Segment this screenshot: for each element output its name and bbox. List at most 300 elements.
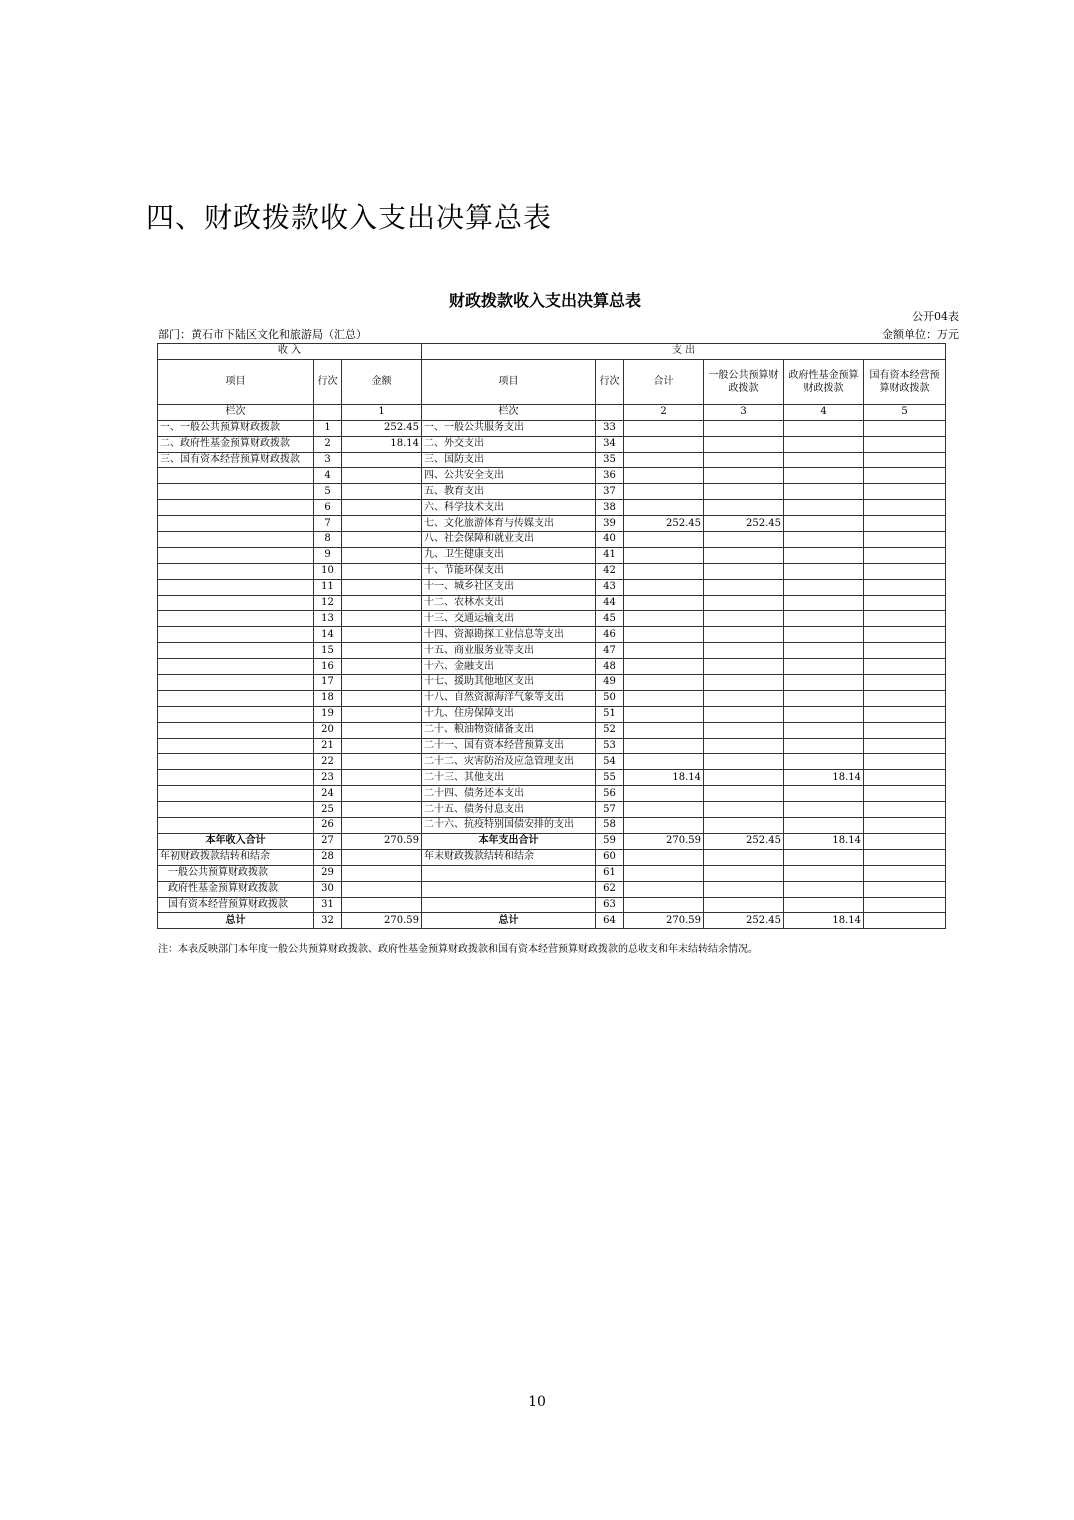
fund-budget xyxy=(784,865,864,881)
capital-budget xyxy=(864,897,946,913)
general-budget xyxy=(704,500,784,516)
income-amount: 252.45 xyxy=(342,420,422,436)
general-budget xyxy=(704,563,784,579)
general-budget xyxy=(704,881,784,897)
income-amount: 18.14 xyxy=(342,436,422,452)
table-row xyxy=(158,484,946,500)
fund-budget: 18.14 xyxy=(784,913,864,929)
income-amount xyxy=(342,738,422,754)
table-row xyxy=(158,452,946,468)
fund-budget xyxy=(784,468,864,484)
total xyxy=(624,659,704,675)
income-line: 15 xyxy=(314,643,342,659)
capital-budget xyxy=(864,675,946,691)
expense-line: 39 xyxy=(596,516,624,532)
capital-budget xyxy=(864,484,946,500)
expense-line: 37 xyxy=(596,484,624,500)
income-amount xyxy=(342,722,422,738)
total: 18.14 xyxy=(624,770,704,786)
expense-item: 二十、粮油物资储备支出 xyxy=(422,722,596,738)
income-amount xyxy=(342,532,422,548)
expense-item: 十七、援助其他地区支出 xyxy=(422,675,596,691)
capital-budget xyxy=(864,786,946,802)
total: 252.45 xyxy=(624,516,704,532)
total xyxy=(624,754,704,770)
income-line: 30 xyxy=(314,881,342,897)
carry-row xyxy=(158,881,946,897)
column-header-row xyxy=(158,359,946,404)
total xyxy=(624,563,704,579)
expense-item: 十三、交通运输支出 xyxy=(422,611,596,627)
fund-budget xyxy=(784,420,864,436)
table-row xyxy=(158,786,946,802)
expense-line: 58 xyxy=(596,818,624,834)
page-number: 10 xyxy=(528,1394,546,1410)
capital-budget xyxy=(864,818,946,834)
expense-line: 46 xyxy=(596,627,624,643)
fund-budget xyxy=(784,595,864,611)
general-budget xyxy=(704,627,784,643)
col-index-1: 1 xyxy=(342,404,422,420)
income-amount xyxy=(342,770,422,786)
table-row xyxy=(158,547,946,563)
income-line: 19 xyxy=(314,706,342,722)
capital-budget xyxy=(864,690,946,706)
capital-budget xyxy=(864,595,946,611)
income-item xyxy=(158,706,314,722)
table-row xyxy=(158,563,946,579)
income-amount xyxy=(342,865,422,881)
general-budget: 252.45 xyxy=(704,913,784,929)
income-item xyxy=(158,818,314,834)
general-budget xyxy=(704,643,784,659)
fund-budget xyxy=(784,722,864,738)
col-index-4: 4 xyxy=(784,404,864,420)
income-item xyxy=(158,484,314,500)
income-line: 2 xyxy=(314,436,342,452)
income-line: 5 xyxy=(314,484,342,500)
income-amount xyxy=(342,786,422,802)
income-line: 6 xyxy=(314,500,342,516)
expense-item: 二十二、灾害防治及应急管理支出 xyxy=(422,754,596,770)
income-amount xyxy=(342,897,422,913)
fund-budget xyxy=(784,579,864,595)
col-header-line2: 行次 xyxy=(596,359,624,404)
fund-budget: 18.14 xyxy=(784,833,864,849)
general-budget xyxy=(704,611,784,627)
total xyxy=(624,897,704,913)
col-index-label2: 栏次 xyxy=(422,404,596,420)
income-line: 8 xyxy=(314,532,342,548)
fund-budget xyxy=(784,754,864,770)
capital-budget xyxy=(864,452,946,468)
total xyxy=(624,547,704,563)
table-row xyxy=(158,706,946,722)
fund-budget xyxy=(784,849,864,865)
income-line: 31 xyxy=(314,897,342,913)
income-amount xyxy=(342,484,422,500)
capital-budget xyxy=(864,627,946,643)
expense-line: 64 xyxy=(596,913,624,929)
table-row xyxy=(158,770,946,786)
income-item: 国有资本经营预算财政拨款 xyxy=(158,897,314,913)
fund-budget xyxy=(784,675,864,691)
capital-budget xyxy=(864,738,946,754)
col-index-label: 栏次 xyxy=(158,404,314,420)
expense-line: 63 xyxy=(596,897,624,913)
total xyxy=(624,468,704,484)
total xyxy=(624,849,704,865)
general-budget xyxy=(704,786,784,802)
total xyxy=(624,579,704,595)
table-row xyxy=(158,627,946,643)
income-amount xyxy=(342,627,422,643)
capital-budget xyxy=(864,865,946,881)
income-item: 政府性基金预算财政拨款 xyxy=(158,881,314,897)
fund-budget xyxy=(784,627,864,643)
income-line: 28 xyxy=(314,849,342,865)
total xyxy=(624,484,704,500)
income-amount xyxy=(342,849,422,865)
expense-line: 48 xyxy=(596,659,624,675)
expense-line: 43 xyxy=(596,579,624,595)
expense-line: 50 xyxy=(596,690,624,706)
income-item xyxy=(158,643,314,659)
capital-budget xyxy=(864,754,946,770)
expense-line: 52 xyxy=(596,722,624,738)
col-header-capital: 国有资本经营预算财政拨款 xyxy=(864,359,946,404)
fund-budget xyxy=(784,500,864,516)
table-row xyxy=(158,818,946,834)
table-row xyxy=(158,738,946,754)
general-budget: 252.45 xyxy=(704,516,784,532)
income-item: 总计 xyxy=(158,913,314,929)
expense-line: 60 xyxy=(596,849,624,865)
total xyxy=(624,738,704,754)
income-line: 29 xyxy=(314,865,342,881)
fund-budget: 18.14 xyxy=(784,770,864,786)
general-budget: 252.45 xyxy=(704,833,784,849)
expense-item: 二、外交支出 xyxy=(422,436,596,452)
table-row xyxy=(158,516,946,532)
table-row xyxy=(158,500,946,516)
capital-budget xyxy=(864,563,946,579)
income-line: 14 xyxy=(314,627,342,643)
expense-line: 62 xyxy=(596,881,624,897)
income-amount xyxy=(342,595,422,611)
income-amount xyxy=(342,500,422,516)
general-budget xyxy=(704,722,784,738)
expense-line: 56 xyxy=(596,786,624,802)
income-line: 4 xyxy=(314,468,342,484)
department-label: 部门：黄石市下陆区文化和旅游局（汇总） xyxy=(158,328,367,341)
fund-budget xyxy=(784,802,864,818)
total xyxy=(624,865,704,881)
expense-line: 55 xyxy=(596,770,624,786)
total xyxy=(624,611,704,627)
income-line: 16 xyxy=(314,659,342,675)
general-budget xyxy=(704,659,784,675)
expense-item: 二十六、抗疫特别国债安排的支出 xyxy=(422,818,596,834)
table-row xyxy=(158,532,946,548)
income-item xyxy=(158,611,314,627)
expense-item: 二十一、国有资本经营预算支出 xyxy=(422,738,596,754)
expense-line: 45 xyxy=(596,611,624,627)
income-item xyxy=(158,738,314,754)
expense-line: 41 xyxy=(596,547,624,563)
expense-item: 十、节能环保支出 xyxy=(422,563,596,579)
income-item xyxy=(158,675,314,691)
income-item xyxy=(158,500,314,516)
income-amount xyxy=(342,579,422,595)
income-amount xyxy=(342,452,422,468)
fund-budget xyxy=(784,897,864,913)
income-amount xyxy=(342,611,422,627)
capital-budget xyxy=(864,802,946,818)
total xyxy=(624,722,704,738)
income-line: 20 xyxy=(314,722,342,738)
income-item xyxy=(158,468,314,484)
income-item xyxy=(158,754,314,770)
total xyxy=(624,643,704,659)
income-item xyxy=(158,563,314,579)
table-row xyxy=(158,659,946,675)
col-index-empty2 xyxy=(596,404,624,420)
expense-item: 总计 xyxy=(422,913,596,929)
expense-item: 四、公共安全支出 xyxy=(422,468,596,484)
total xyxy=(624,452,704,468)
col-index-5: 5 xyxy=(864,404,946,420)
expense-item: 五、教育支出 xyxy=(422,484,596,500)
col-index-3: 3 xyxy=(704,404,784,420)
expense-item xyxy=(422,865,596,881)
expense-line: 61 xyxy=(596,865,624,881)
general-budget xyxy=(704,595,784,611)
income-line: 3 xyxy=(314,452,342,468)
expense-item: 九、卫生健康支出 xyxy=(422,547,596,563)
table-title: 财政拨款收入支出决算总表 xyxy=(448,291,641,310)
table-row xyxy=(158,802,946,818)
fund-budget xyxy=(784,738,864,754)
carry-row xyxy=(158,865,946,881)
expense-line: 59 xyxy=(596,833,624,849)
expense-line: 34 xyxy=(596,436,624,452)
capital-budget xyxy=(864,436,946,452)
income-line: 22 xyxy=(314,754,342,770)
table-row xyxy=(158,754,946,770)
capital-budget xyxy=(864,532,946,548)
total xyxy=(624,786,704,802)
general-budget xyxy=(704,754,784,770)
income-amount xyxy=(342,802,422,818)
income-item: 三、国有资本经营预算财政拨款 xyxy=(158,452,314,468)
capital-budget xyxy=(864,516,946,532)
table-row xyxy=(158,579,946,595)
general-budget xyxy=(704,706,784,722)
income-line: 12 xyxy=(314,595,342,611)
capital-budget xyxy=(864,468,946,484)
general-budget xyxy=(704,675,784,691)
page-heading: 四、财政拨款收入支出决算总表 xyxy=(146,201,553,234)
capital-budget xyxy=(864,611,946,627)
table-row xyxy=(158,420,946,436)
general-budget xyxy=(704,849,784,865)
income-line: 18 xyxy=(314,690,342,706)
capital-budget xyxy=(864,849,946,865)
income-item xyxy=(158,532,314,548)
income-amount xyxy=(342,547,422,563)
income-section-header: 收 入 xyxy=(158,344,422,360)
total xyxy=(624,532,704,548)
column-index-row xyxy=(158,404,946,420)
table-row xyxy=(158,611,946,627)
grand-total-row xyxy=(158,913,946,929)
expense-line: 53 xyxy=(596,738,624,754)
expense-item: 十四、资源勘探工业信息等支出 xyxy=(422,627,596,643)
fund-budget xyxy=(784,690,864,706)
total xyxy=(624,802,704,818)
table-row xyxy=(158,468,946,484)
total xyxy=(624,881,704,897)
expense-item: 十六、金融支出 xyxy=(422,659,596,675)
general-budget xyxy=(704,452,784,468)
col-header-fund: 政府性基金预算财政拨款 xyxy=(784,359,864,404)
general-budget xyxy=(704,897,784,913)
total xyxy=(624,436,704,452)
capital-budget xyxy=(864,913,946,929)
expense-item: 十二、农林水支出 xyxy=(422,595,596,611)
col-index-2: 2 xyxy=(624,404,704,420)
total xyxy=(624,500,704,516)
income-line: 11 xyxy=(314,579,342,595)
carry-row xyxy=(158,897,946,913)
total xyxy=(624,595,704,611)
col-header-line: 行次 xyxy=(314,359,342,404)
capital-budget xyxy=(864,770,946,786)
income-amount xyxy=(342,881,422,897)
income-line: 24 xyxy=(314,786,342,802)
general-budget xyxy=(704,738,784,754)
fund-budget xyxy=(784,547,864,563)
table-row xyxy=(158,436,946,452)
income-amount: 270.59 xyxy=(342,913,422,929)
income-item xyxy=(158,786,314,802)
income-amount xyxy=(342,563,422,579)
income-amount xyxy=(342,516,422,532)
general-budget xyxy=(704,468,784,484)
capital-budget xyxy=(864,500,946,516)
fund-budget xyxy=(784,452,864,468)
income-line: 27 xyxy=(314,833,342,849)
col-header-total: 合计 xyxy=(624,359,704,404)
income-line: 23 xyxy=(314,770,342,786)
expense-item xyxy=(422,897,596,913)
expense-item: 二十五、债务付息支出 xyxy=(422,802,596,818)
fund-budget xyxy=(784,484,864,500)
col-header-item: 项目 xyxy=(158,359,314,404)
expense-line: 44 xyxy=(596,595,624,611)
table-row xyxy=(158,690,946,706)
capital-budget xyxy=(864,722,946,738)
total xyxy=(624,690,704,706)
income-item xyxy=(158,722,314,738)
carry-row xyxy=(158,849,946,865)
general-budget xyxy=(704,802,784,818)
expense-line: 57 xyxy=(596,802,624,818)
expense-item: 一、一般公共服务支出 xyxy=(422,420,596,436)
general-budget xyxy=(704,865,784,881)
form-number: 公开04表 xyxy=(912,310,959,323)
expense-item: 三、国防支出 xyxy=(422,452,596,468)
table-row xyxy=(158,675,946,691)
expense-line: 54 xyxy=(596,754,624,770)
expense-item: 十八、自然资源海洋气象等支出 xyxy=(422,690,596,706)
expense-item: 年末财政拨款结转和结余 xyxy=(422,849,596,865)
income-line: 1 xyxy=(314,420,342,436)
fund-budget xyxy=(784,881,864,897)
expense-line: 47 xyxy=(596,643,624,659)
income-amount xyxy=(342,675,422,691)
income-item: 一般公共预算财政拨款 xyxy=(158,865,314,881)
income-line: 21 xyxy=(314,738,342,754)
table-row xyxy=(158,595,946,611)
income-amount xyxy=(342,468,422,484)
fund-budget xyxy=(784,659,864,675)
section-header-row xyxy=(158,344,946,360)
subtotal-row xyxy=(158,833,946,849)
income-item xyxy=(158,516,314,532)
expense-item: 八、社会保障和就业支出 xyxy=(422,532,596,548)
expense-line: 33 xyxy=(596,420,624,436)
income-amount xyxy=(342,818,422,834)
col-header-item2: 项目 xyxy=(422,359,596,404)
general-budget xyxy=(704,770,784,786)
general-budget xyxy=(704,532,784,548)
expense-item: 十五、商业服务业等支出 xyxy=(422,643,596,659)
income-line: 13 xyxy=(314,611,342,627)
col-header-general: 一般公共预算财政拨款 xyxy=(704,359,784,404)
capital-budget xyxy=(864,706,946,722)
expense-item: 七、文化旅游体育与传媒支出 xyxy=(422,516,596,532)
income-item: 二、政府性基金预算财政拨款 xyxy=(158,436,314,452)
income-line: 17 xyxy=(314,675,342,691)
expense-item: 六、科学技术支出 xyxy=(422,500,596,516)
expense-item: 二十四、债务还本支出 xyxy=(422,786,596,802)
income-amount xyxy=(342,690,422,706)
income-item: 一、一般公共预算财政拨款 xyxy=(158,420,314,436)
expense-section-header: 支 出 xyxy=(422,344,946,360)
capital-budget xyxy=(864,579,946,595)
expense-line: 49 xyxy=(596,675,624,691)
fund-budget xyxy=(784,786,864,802)
income-line: 25 xyxy=(314,802,342,818)
income-amount xyxy=(342,706,422,722)
income-item xyxy=(158,690,314,706)
total: 270.59 xyxy=(624,913,704,929)
income-line: 26 xyxy=(314,818,342,834)
unit-label: 金额单位：万元 xyxy=(882,328,959,341)
expense-item xyxy=(422,881,596,897)
income-item xyxy=(158,627,314,643)
col-header-amount: 金额 xyxy=(342,359,422,404)
fund-budget xyxy=(784,643,864,659)
general-budget xyxy=(704,690,784,706)
fund-budget xyxy=(784,818,864,834)
table-row xyxy=(158,643,946,659)
expense-line: 51 xyxy=(596,706,624,722)
income-item xyxy=(158,547,314,563)
fund-budget xyxy=(784,436,864,452)
